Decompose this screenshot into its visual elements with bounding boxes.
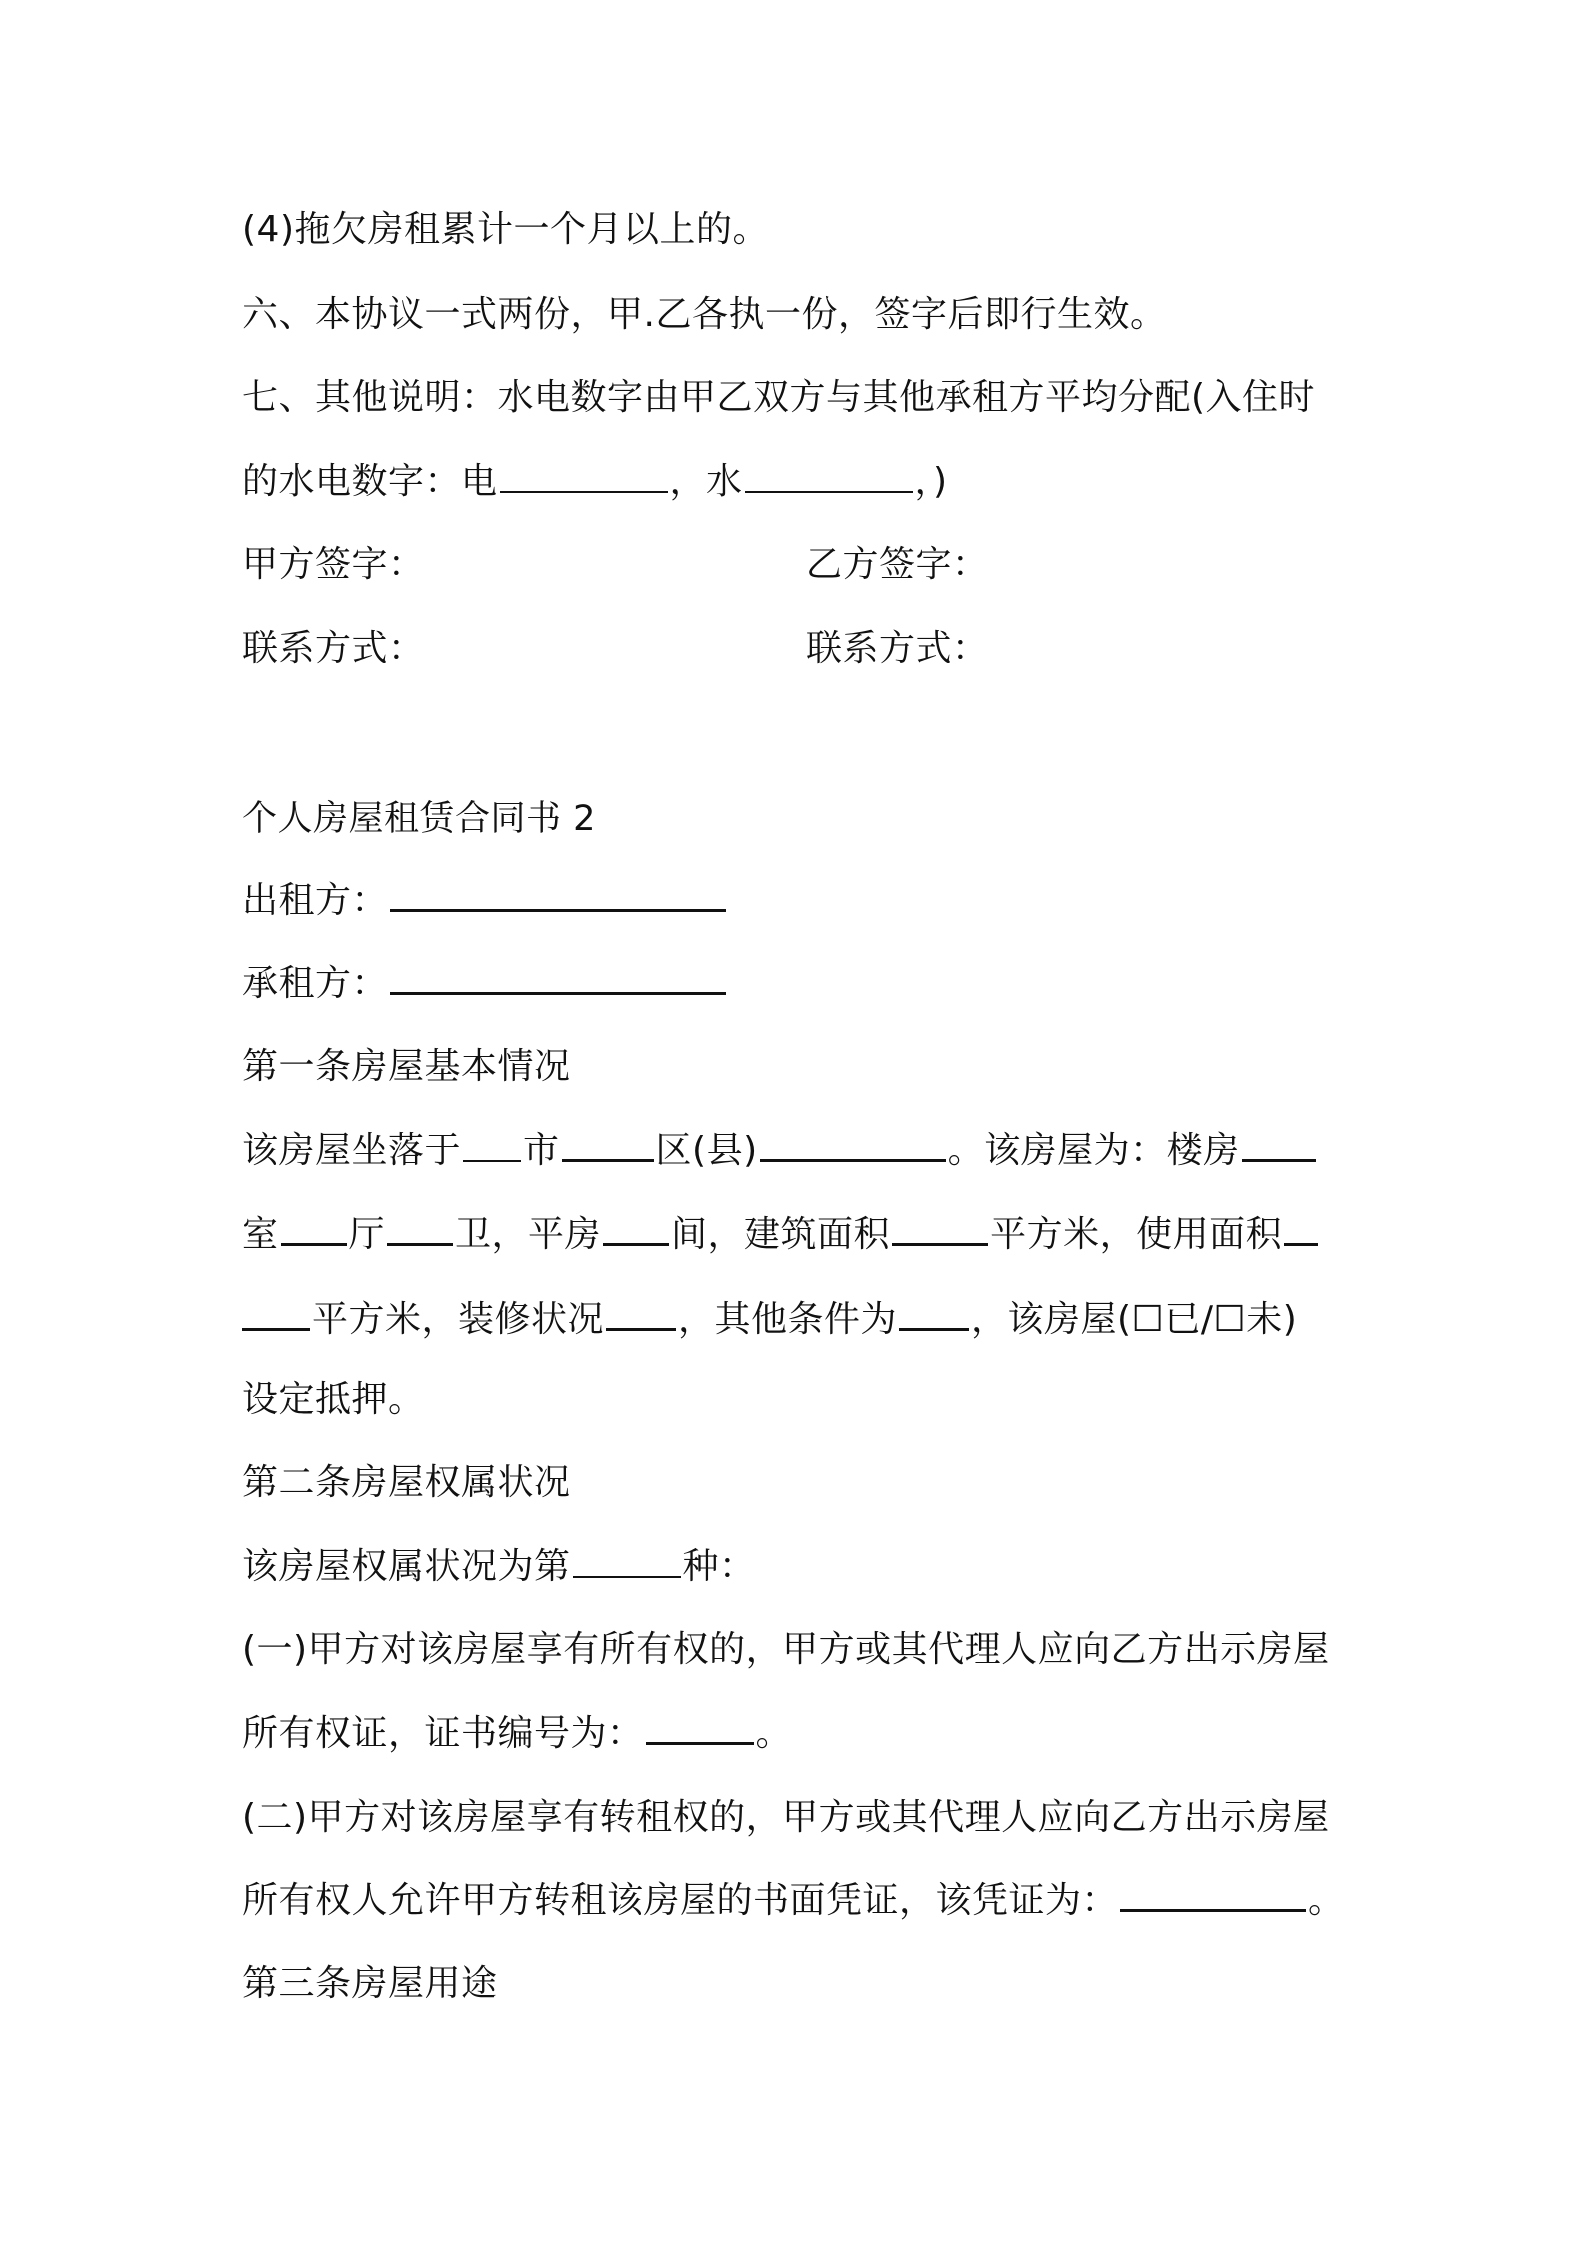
electricity-reading-blank[interactable] — [500, 461, 668, 493]
lessor-blank[interactable] — [390, 879, 726, 912]
lessee-blank[interactable] — [390, 962, 726, 995]
lessee-line — [242, 960, 728, 1008]
ownership-type-blank[interactable] — [573, 1546, 681, 1578]
party-b-contact-label: 联系方式： — [806, 628, 989, 669]
article-2-intro — [242, 1543, 756, 1591]
article-2-item2-line1: (二)甲方对该房屋享有转租权的，甲方或其代理人应向乙方出示房屋 — [242, 1797, 1330, 1838]
art2-item2-a: 所有权人允许甲方转租该房屋的书面凭证，该凭证为： — [242, 1880, 1119, 1921]
article-1-line3 — [242, 1296, 1297, 1344]
party-a-contact-label: 联系方式： — [242, 628, 425, 669]
art2-intro-b: 种： — [682, 1546, 756, 1587]
decoration-blank[interactable] — [606, 1298, 676, 1331]
usable-area-blank-end[interactable] — [242, 1298, 310, 1331]
certificate-number-blank[interactable] — [646, 1712, 754, 1745]
art2-item1-a: 所有权证，证书编号为： — [242, 1713, 644, 1754]
art1-l2-e: 平方米，使用面积 — [990, 1214, 1283, 1255]
water-reading-blank[interactable] — [745, 461, 913, 493]
clause-4: (4)拖欠房租累计一个月以上的。 — [242, 209, 769, 250]
art1-l2-d: 间，建筑面积 — [671, 1214, 891, 1255]
halls-blank[interactable] — [387, 1213, 453, 1246]
lessee-label: 承租方： — [242, 963, 389, 1004]
clause-7-line1: 七、其他说明：水电数字由甲乙双方与其他承租方平均分配(入住时 — [242, 377, 1316, 418]
art1-l1-a: 该房屋坐落于 — [242, 1130, 462, 1171]
rooms-blank[interactable] — [281, 1213, 347, 1246]
building-area-blank[interactable] — [892, 1213, 988, 1246]
article-3-heading: 第三条房屋用途 — [242, 1963, 498, 2004]
art1-l2-a: 室 — [242, 1214, 279, 1255]
article-2-heading: 第二条房屋权属状况 — [242, 1462, 571, 1503]
article-1-line4: 设定抵押。 — [242, 1379, 425, 1420]
lessor-label: 出租方： — [242, 880, 389, 921]
building-blank[interactable] — [1242, 1129, 1316, 1162]
clause-7-line2 — [242, 458, 948, 506]
art2-item2-b: 。 — [1308, 1880, 1345, 1921]
clause-7-suffix: ，) — [914, 461, 948, 502]
article-2-item1-line2 — [242, 1710, 792, 1758]
address-blank[interactable] — [760, 1129, 946, 1162]
article-1-line2 — [242, 1211, 1320, 1259]
article-2-item1-line1: (一)甲方对该房屋享有所有权的，甲方或其代理人应向乙方出示房屋 — [242, 1629, 1330, 1670]
art1-l1-d: 。该房屋为：楼房 — [947, 1130, 1240, 1171]
clause-7-prefix: 的水电数字：电 — [242, 461, 498, 502]
art1-l3-c: ，该房屋(☐已/☐未) — [971, 1299, 1298, 1340]
art1-l3-a: 平方米，装修状况 — [312, 1299, 605, 1340]
sublease-document-blank[interactable] — [1120, 1879, 1306, 1912]
bungalow-rooms-blank[interactable] — [603, 1213, 669, 1246]
article-2-item2-line2 — [242, 1877, 1345, 1925]
city-blank[interactable] — [463, 1130, 521, 1162]
art1-l3-b: ，其他条件为 — [678, 1299, 898, 1340]
lessor-line — [242, 877, 728, 925]
art2-intro-a: 该房屋权属状况为第 — [242, 1546, 571, 1587]
clause-7-mid: ，水 — [669, 461, 743, 502]
art1-l1-b: 市 — [523, 1130, 560, 1171]
contract-title: 个人房屋租赁合同书 2 — [242, 799, 596, 839]
art1-l2-b: 厅 — [348, 1214, 386, 1255]
art2-item1-b: 。 — [755, 1713, 793, 1754]
usable-area-blank-start[interactable] — [1284, 1213, 1318, 1246]
clause-6: 六、本协议一式两份，甲.乙各执一份，签字后即行生效。 — [242, 294, 1167, 335]
article-1-heading: 第一条房屋基本情况 — [242, 1046, 571, 1087]
article-1-line1 — [242, 1127, 1318, 1175]
art1-l1-c: 区(县) — [655, 1130, 758, 1171]
party-b-signature-label: 乙方签字： — [806, 544, 989, 585]
art1-l2-c: 卫，平房 — [455, 1214, 602, 1255]
party-a-signature-label: 甲方签字： — [242, 544, 425, 585]
other-conditions-blank[interactable] — [899, 1298, 969, 1331]
district-blank[interactable] — [562, 1129, 654, 1162]
